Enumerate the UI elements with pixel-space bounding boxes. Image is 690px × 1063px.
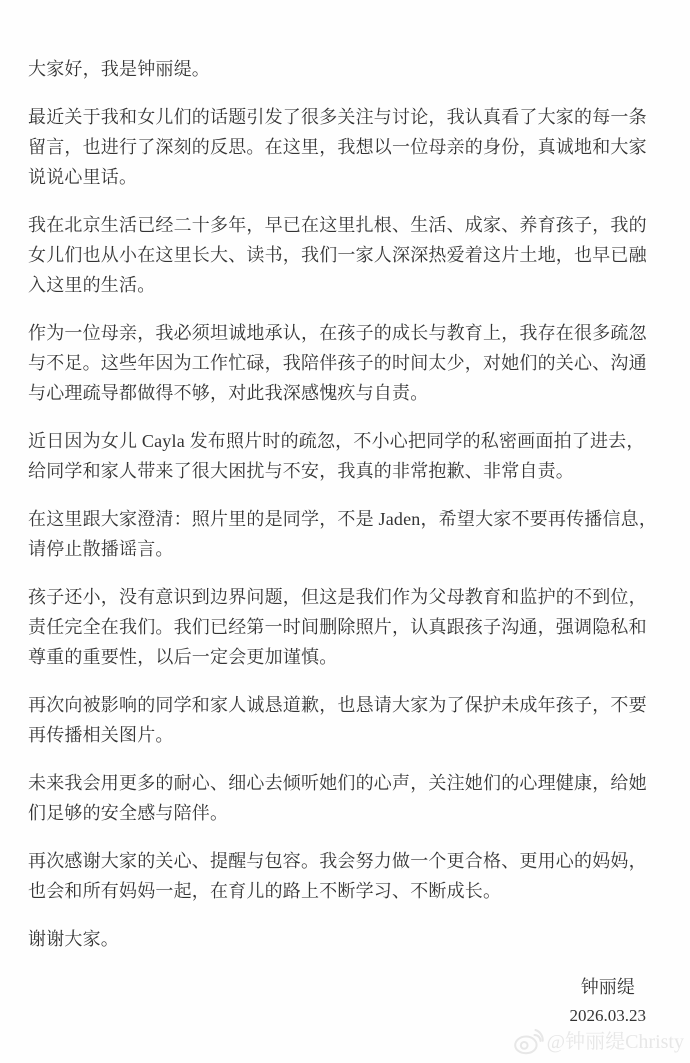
weibo-logo-icon [514,1028,544,1055]
letter-paragraph: 再次向被影响的同学和家人诚恳道歉，也恳请大家为了保护未成年孩子，不要再传播相关图片。 [28,695,647,745]
letter-paragraph: 在这里跟大家澄清：照片里的是同学，不是 Jaden，希望大家不要再传播信息，请停止散播谣言。 [28,509,658,559]
letter-paragraph: 未来我会用更多的耐心、细心去倾听她们的心声，关注她们的心理健康，给她们足够的安全感与陪伴。 [28,773,647,823]
letter-paragraph: 谢谢大家。 [28,929,119,949]
letter-paragraph: 再次感谢大家的关心、提醒与包容。我会努力做一个更合格、更用心的妈妈，也会和所有妈妈一起，在育儿的路上不断学习、不断成长。 [28,851,647,901]
letter-paragraph: 最近关于我和女儿们的话题引发了很多关注与讨论，我认真看了大家的每一条留言，也进行了深刻的反思。在这里，我想以一位母亲的身份，真诚地和大家说说心里话。 [28,107,647,187]
signature-block [570,972,647,1030]
letter-paragraph: 大家好，我是钟丽缇。 [28,59,210,79]
watermark-text: @钟丽缇Christy [546,1030,684,1053]
weibo-watermark [514,1028,684,1055]
letter-paragraph: 作为一位母亲，我必须坦诚地承认，在孩子的成长与教育上，我存在很多疏忽与不足。这些年因为工作忙碌，我陪伴孩子的时间太少，对她们的关心、沟通与心理疏导都做得不够，对此我深感愧疚与自责。 [28,323,647,403]
signature-date: 2026.03.23 [569,1006,646,1025]
letter-paragraph: 孩子还小，没有意识到边界问题，但这是我们作为父母教育和监护的不到位，责任完全在我们。我们已经第一时间删除照片，认真跟孩子沟通，强调隐私和尊重的重要性，以后一定会更加谨慎。 [28,587,647,667]
signature-name: 钟丽缇 [580,977,635,997]
letter-paragraph: 我在北京生活已经二十多年，早已在这里扎根、生活、成家、养育孩子，我的女儿们也从小在这里长大、读书，我们一家人深深热爱着这片土地，也早已融入这里的生活。 [28,215,647,295]
letter-body [28,54,662,954]
letter-paragraph: 近日因为女儿 Cayla 发布照片时的疏忽，不小心把同学的私密画面拍了进去，给同学和家人带来了很大困扰与不安，我真的非常抱歉、非常自责。 [28,431,645,481]
